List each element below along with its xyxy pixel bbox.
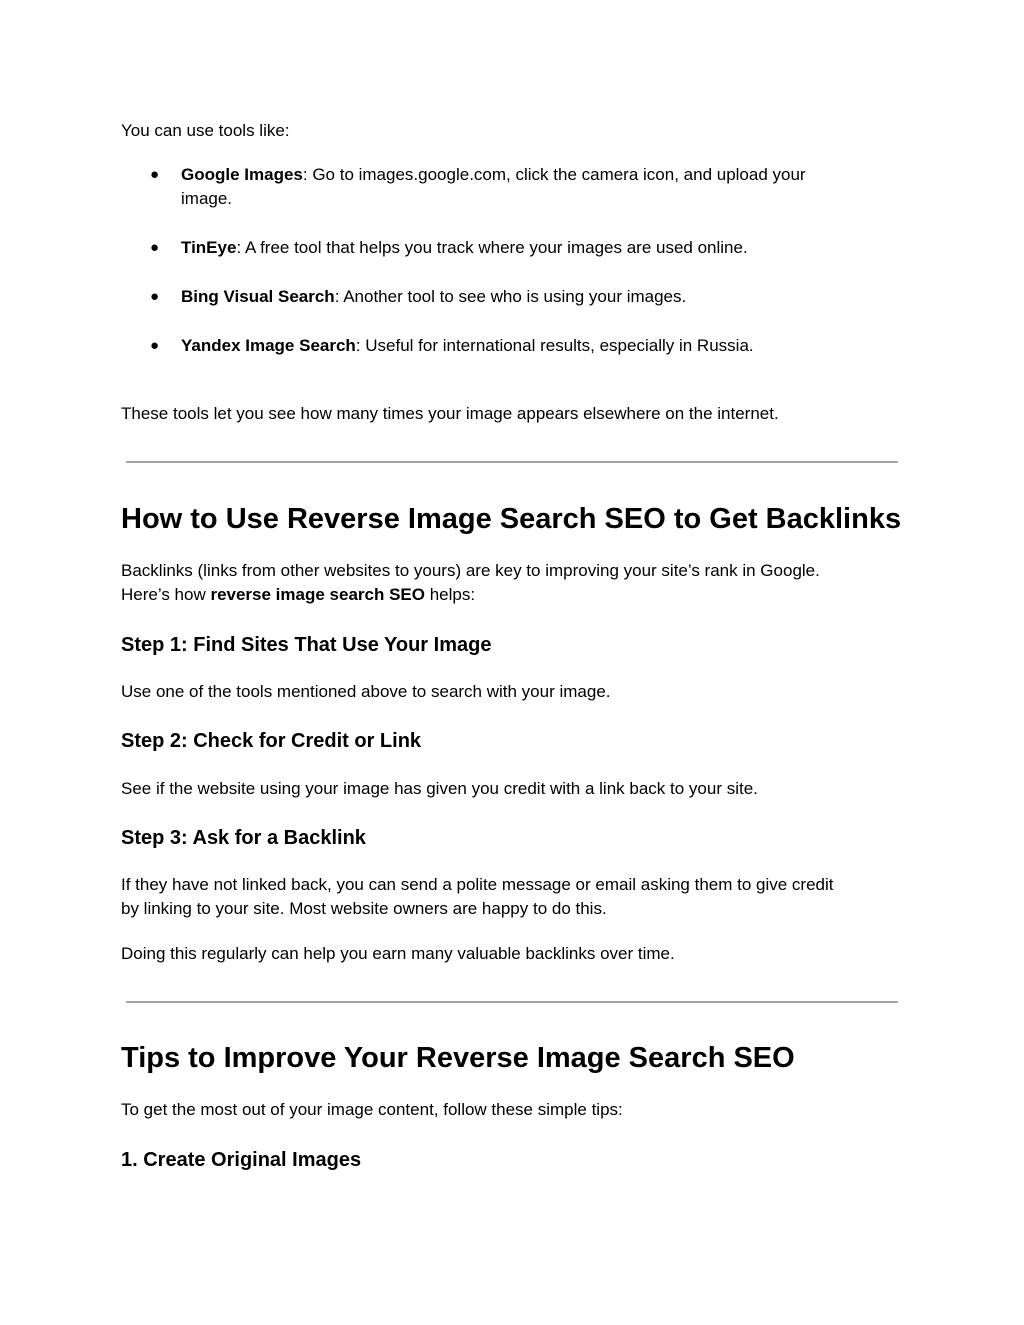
step-text: See if the website using your image has given you credit with a link back to your site. xyxy=(121,779,758,798)
tool-name: Bing Visual Search xyxy=(181,287,335,306)
step-heading: Step 3: Ask for a Backlink xyxy=(121,827,366,849)
bullet-icon: ● xyxy=(150,166,160,183)
bullet-icon: ● xyxy=(150,288,160,305)
section-heading: Tips to Improve Your Reverse Image Search SEO xyxy=(121,1042,795,1074)
tool-name: Yandex Image Search xyxy=(181,336,356,355)
step-heading: Step 2: Check for Credit or Link xyxy=(121,730,422,752)
tool-description-cont: image. xyxy=(181,189,233,208)
step-text: If they have not linked back, you can send a polite message or email asking them to give credit by linking to your site. Most website owners are happy to do this. xyxy=(121,875,834,918)
bullet-icon: ● xyxy=(150,239,160,256)
tool-name: Google Images xyxy=(181,165,303,184)
tool-description: : Another tool to see who is using your images. xyxy=(334,287,687,306)
intro-text: You can use tools like: xyxy=(121,121,290,140)
section-closing: Doing this regularly can help you earn many valuable backlinks over time. xyxy=(121,944,675,963)
section-intro: Backlinks (links from other websites to yours) are key to improving your site’s rank in Google. Here’s how reverse image search SEO helps: xyxy=(121,561,820,604)
tip-heading: 1. Create Original Images xyxy=(121,1149,362,1171)
tools-summary: These tools let you see how many times your image appears elsewhere on the internet. xyxy=(121,404,779,423)
tool-description: : Useful for international results, especially in Russia. xyxy=(355,336,754,355)
tool-name: TinEye xyxy=(181,238,237,257)
section-intro: To get the most out of your image content, follow these simple tips: xyxy=(121,1100,623,1119)
bullet-icon: ● xyxy=(150,337,160,354)
tool-description: : A free tool that helps you track where your images are used online. xyxy=(236,238,748,257)
step-text: Use one of the tools mentioned above to search with your image. xyxy=(121,682,611,701)
keyword-bold: reverse image search SEO xyxy=(210,585,425,604)
step-heading: Step 1: Find Sites That Use Your Image xyxy=(121,634,492,656)
section-heading: How to Use Reverse Image Search SEO to Get Backlinks xyxy=(121,503,902,535)
horizontal-rule xyxy=(126,461,898,463)
horizontal-rule xyxy=(126,1001,898,1003)
tool-description: : Go to images.google.com, click the camera icon, and upload your xyxy=(302,165,806,184)
